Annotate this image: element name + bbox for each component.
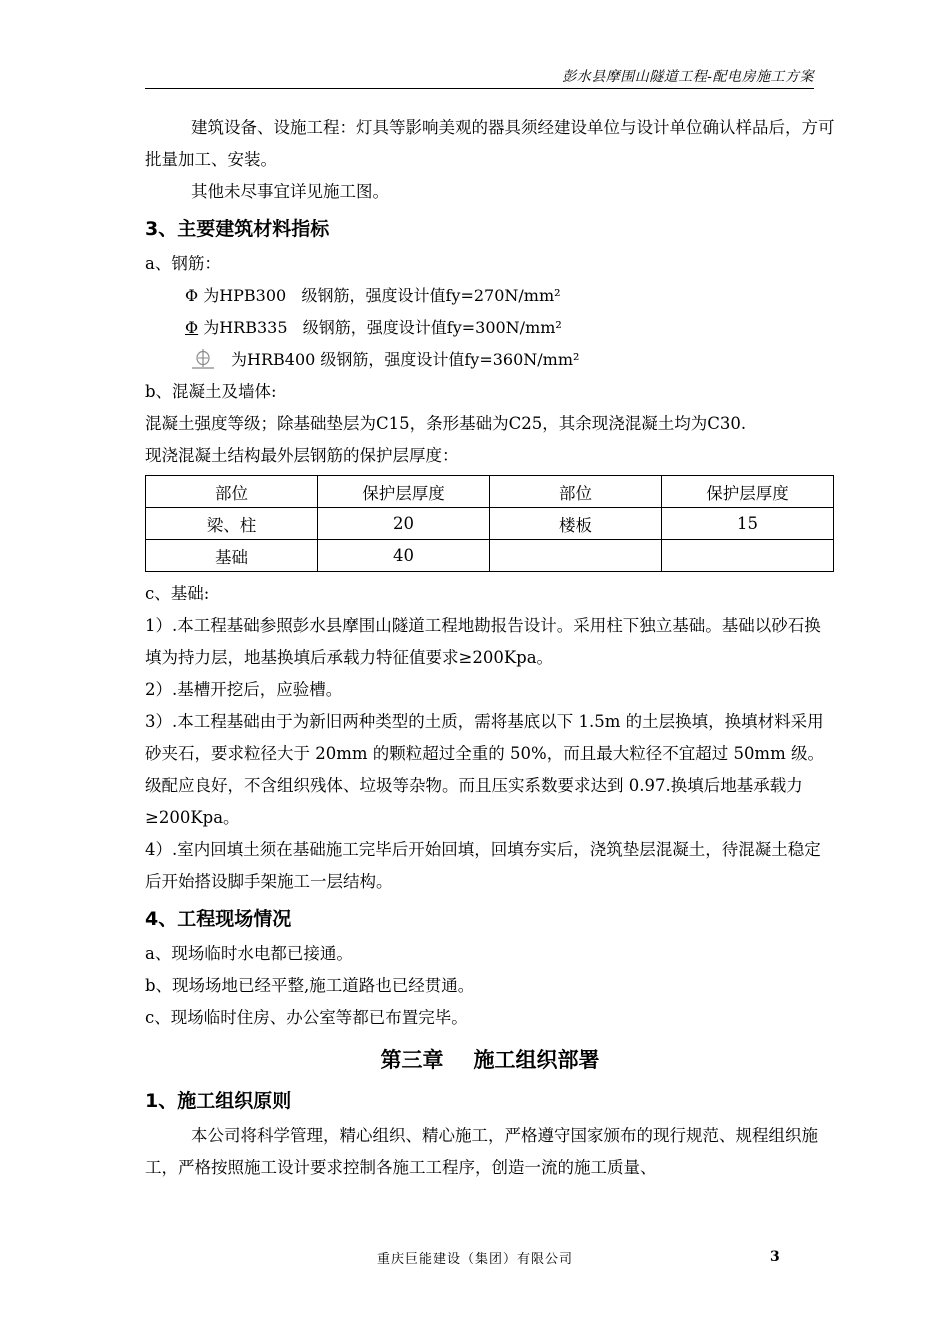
table-header-cell: 保护层厚度 [662, 476, 834, 508]
cover-thickness-label: 现浇混凝土结构最外层钢筋的保护层厚度： [145, 446, 459, 465]
site-item-b: b、现场场地已经平整,施工道路也已经贯通。 [145, 976, 475, 995]
concrete-grade-text: 混凝土强度等级；除基础垫层为C15，条形基础为C25，其余现浇混凝土均为C30. [145, 414, 747, 433]
chapter-name: 施工组织部署 [473, 1048, 600, 1072]
table-header-cell: 保护层厚度 [318, 476, 490, 508]
table-cell: 40 [318, 540, 490, 572]
organization-principle-text: 本公司将科学管理，精心组织、精心施工，严格遵守国家颁布的现行规范、规程组织施工，严格按照施工设计要求控制各施工工程序，创造一流的施工质量、 [145, 1126, 818, 1177]
foundation-item-2: 2）.基槽开挖后，应验槽。 [145, 680, 343, 699]
cover-thickness-table [145, 475, 834, 572]
concrete-label: b、混凝土及墙体: [145, 382, 277, 401]
table-header-row [146, 476, 834, 508]
steel-hrb335 [145, 312, 835, 344]
table-cell [662, 540, 834, 572]
steel-hrb400 [145, 344, 835, 376]
intro-paragraph-other: 其他未尽事宜详见施工图。 [191, 182, 389, 201]
table-cell [490, 540, 662, 572]
section1-title: 1、施工组织原则 [145, 1090, 292, 1112]
steel-hrb400-text: 为HRB400 级钢筋，强度设计值fy=360N/mm² [231, 350, 580, 369]
site-item-c: c、现场临时住房、办公室等都已布置完毕。 [145, 1008, 468, 1027]
footer-company: 重庆巨能建设（集团）有限公司 [376, 1252, 573, 1267]
table-header-cell: 部位 [490, 476, 662, 508]
table-cell: 楼板 [490, 508, 662, 540]
chapter-number: 第三章 [380, 1048, 444, 1072]
section3-title: 3、主要建筑材料指标 [145, 218, 330, 240]
hrb400-rebar-symbol-icon [191, 348, 215, 370]
steel-hpb300: Φ 为HPB300 级钢筋，强度设计值fy=270N/mm² [185, 286, 561, 305]
table-cell: 基础 [146, 540, 318, 572]
foundation-item-4: 4）.室内回填土须在基础施工完毕后开始回填，回填夯实后，浇筑垫层混凝土，待混凝土稳定后开始搭设脚手架施工一层结构。 [145, 840, 821, 891]
section4-title: 4、工程现场情况 [145, 908, 292, 930]
foundation-item-3: 3）.本工程基础由于为新旧两种类型的土质，需将基底以下 1.5m 的土层换填，换填材料采用砂夹石，要求粒径大于 20mm 的颗粒超过全重的 50%，而且最大粒径不宜超过 50mm 级。级配应良好，不含组织残体、垃圾等杂物。而且压实系数要求达到 0.97.换填后地基承载力≥200Kpa。 [145, 712, 824, 827]
table-row [146, 540, 834, 572]
steel-label: a、钢筋： [145, 254, 221, 273]
document-body [145, 112, 835, 1184]
intro-paragraph-equipment: 建筑设备、设施工程：灯具等影响美观的器具须经建设单位与设计单位确认样品后，方可批量加工、安装。 [145, 118, 835, 169]
steel-hrb335-symbol: Φ [185, 318, 199, 337]
table-row [146, 508, 834, 540]
steel-hrb335-text: 为HRB335 级钢筋，强度设计值fy=300N/mm² [198, 318, 562, 337]
page-number: 3 [770, 1249, 780, 1265]
foundation-item-1: 1）.本工程基础参照彭水县摩围山隧道工程地勘报告设计。采用柱下独立基础。基础以砂石换填为持力层，地基换填后承载力特征值要求≥200Kpa。 [145, 616, 821, 667]
table-cell: 梁、柱 [146, 508, 318, 540]
site-item-a: a、现场临时水电都已接通。 [145, 944, 353, 963]
table-cell: 15 [662, 508, 834, 540]
header-title: 彭水县摩围山隧道工程-配电房施工方案 [562, 69, 814, 85]
chapter-title [145, 1040, 835, 1080]
foundation-label: c、基础: [145, 584, 210, 603]
table-header-cell: 部位 [146, 476, 318, 508]
page-header [145, 62, 814, 89]
table-cell: 20 [318, 508, 490, 540]
